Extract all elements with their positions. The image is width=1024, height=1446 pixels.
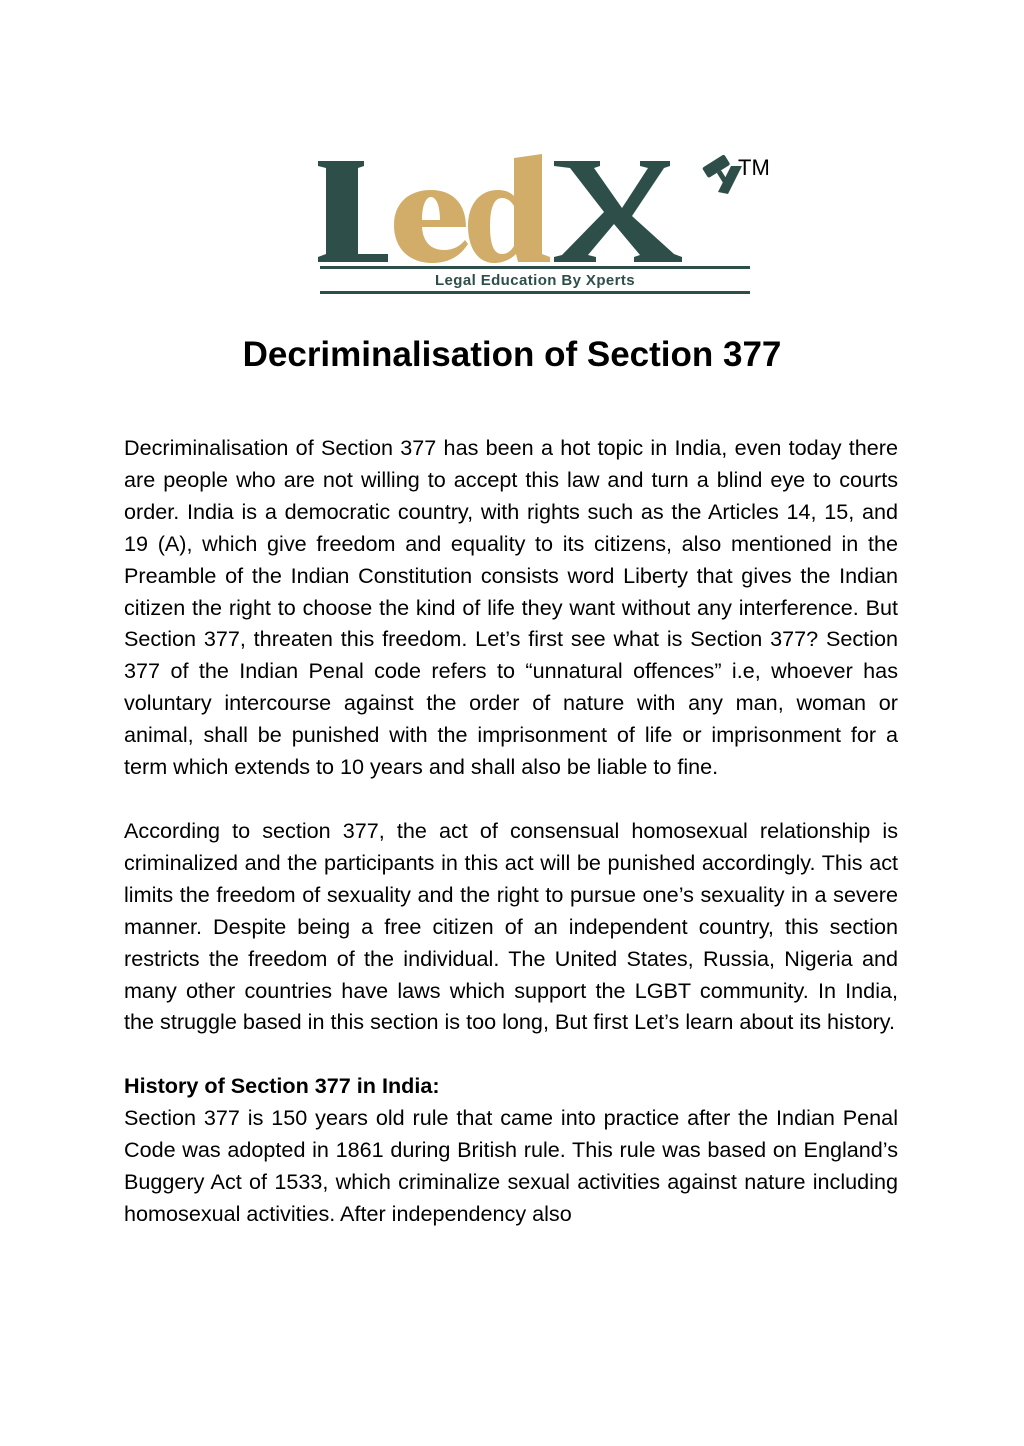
paragraph-criminalization: According to section 377, the act of consensual homosexual relationship is criminalized and the participants in this act will be punished accordingly. This act limits the freedom of sexuality and the right to pursue one’s sexuality in a severe manner. Despite being a free citizen of an independent country, this section restricts the freedom of the individual. The United States, Russia, Nigeria and many other countries have laws which support the LGBT community. In India, the struggle based in this section is too long, But first Let’s learn about its history. — [124, 817, 898, 1035]
document-body — [124, 432, 898, 1230]
ledx-logo — [318, 150, 793, 300]
paragraph-intro: Decriminalisation of Section 377 has been a hot topic in India, even today there are people who are not willing to accept this law and turn a blind eye to courts order. India is a democratic country, with rights such as the Articles 14, 15, and 19 (A), which give freedom and equality to its citizens, also mentioned in the Preamble of the Indian Constitution consists word Liberty that gives the Indian citizen the right to choose the kind of life they want without any interference. But Section 377, threaten this freedom. Let’s first see what is Section 377? Section 377 of the Indian Penal code refers to “unnatural offences” i.e, whoever has voluntary intercourse against the order of nature with any man, woman or animal, shall be punished with the imprisonment of life or imprisonment for a term which extends to 10 years and shall also be liable to fine. — [124, 435, 898, 780]
section-heading-history: History of Section 377 in India: — [124, 1073, 440, 1099]
paragraph-history: Section 377 is 150 years old rule that came into practice after the Indian Penal Code was adopted in 1861 during British rule. This rule was based on England’s Buggery Act of 1533, which criminalize sexual activities against nature including homosexual activities. After independency also — [124, 1105, 898, 1226]
document-title: Decriminalisation of Section 377 — [242, 335, 782, 374]
svg-text:Legal Education By Xperts: Legal Education By Xperts — [434, 272, 636, 289]
svg-text:TM: TM — [738, 155, 770, 180]
